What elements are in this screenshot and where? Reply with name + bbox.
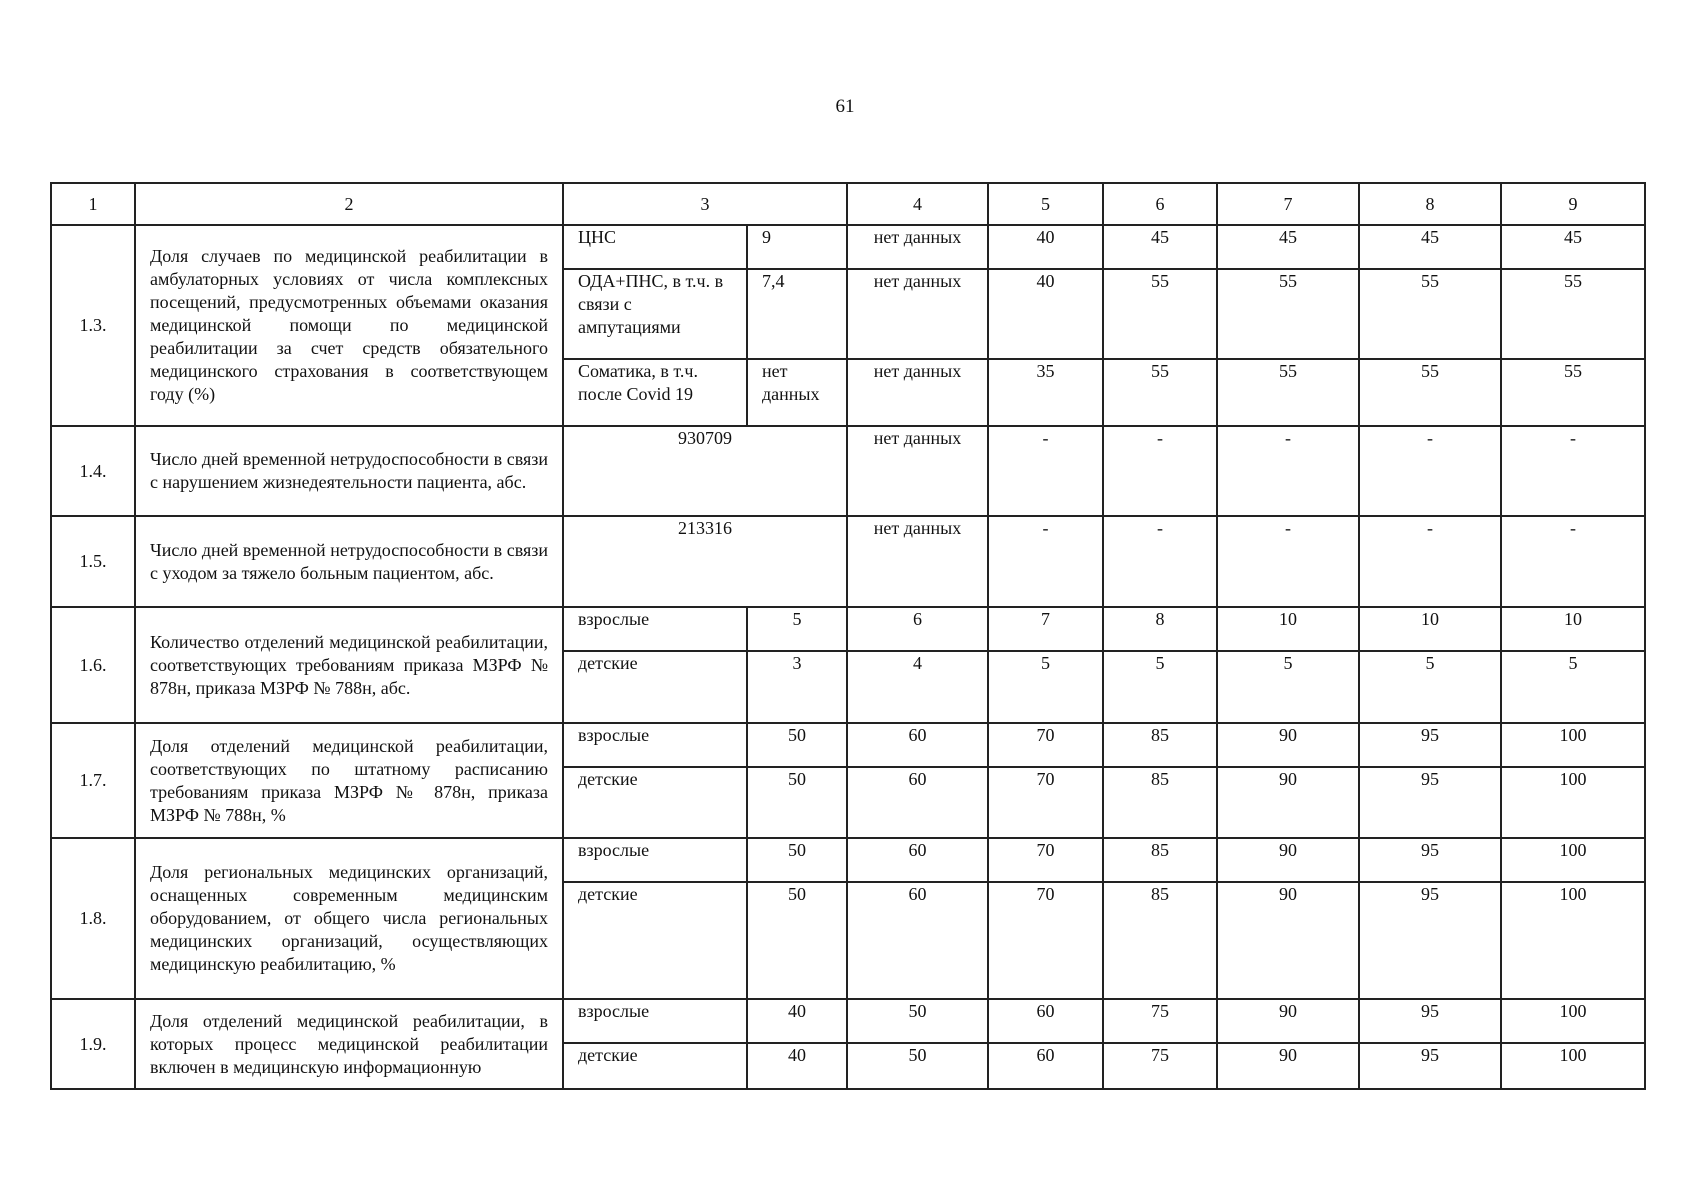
value-cell-c4: 60 — [847, 767, 988, 838]
row-description: Количество отделений медицинской реабилитации, соответствующих требованиям приказа МЗРФ № 878н, приказа МЗРФ № 788н, абс. — [135, 607, 563, 723]
value-cell-col3: 5 — [747, 607, 847, 651]
value-cell-c7: 55 — [1217, 359, 1359, 426]
value-cell-c7: 90 — [1217, 1043, 1359, 1089]
value-cell-c6: 55 — [1103, 359, 1217, 426]
subgroup-label: ОДА+ПНС, в т.ч. в связи с ампутациями — [563, 269, 747, 359]
value-cell-c7: 10 — [1217, 607, 1359, 651]
value-cell-c4: 60 — [847, 723, 988, 767]
value-cell-c6: 75 — [1103, 1043, 1217, 1089]
value-cell-col3: 930709 — [563, 426, 847, 516]
row-number: 1.6. — [51, 607, 135, 723]
value-cell-c6: - — [1103, 516, 1217, 607]
value-cell-c4: нет данных — [847, 225, 988, 269]
value-cell-c6: 85 — [1103, 723, 1217, 767]
table-row — [51, 516, 1645, 607]
value-cell-c9: - — [1501, 516, 1645, 607]
value-cell-col3: нет данных — [747, 359, 847, 426]
value-cell-col3: 50 — [747, 838, 847, 882]
table-row — [51, 723, 1645, 767]
value-cell-c6: - — [1103, 426, 1217, 516]
value-cell-c9: 100 — [1501, 838, 1645, 882]
subgroup-label: детские — [563, 651, 747, 723]
row-description: Доля отделений медицинской реабилитации, в которых процесс медицинской реабилитации включен в медицинскую информационную — [135, 999, 563, 1089]
header-cell: 2 — [135, 183, 563, 225]
value-cell-c6: 75 — [1103, 999, 1217, 1043]
value-cell-c6: 55 — [1103, 269, 1217, 359]
value-cell-c9: 100 — [1501, 999, 1645, 1043]
value-cell-c9: 100 — [1501, 723, 1645, 767]
row-number: 1.5. — [51, 516, 135, 607]
value-cell-col3: 7,4 — [747, 269, 847, 359]
value-cell-c9: 100 — [1501, 1043, 1645, 1089]
row-description: Доля случаев по медицинской реабилитации в амбулаторных условиях от числа комплексных посещений, предусмотренных объемами оказания медицинской помощи по медицинской реабилитации за счет средств обязательного медицинского страхования в соответствующем году (%) — [135, 225, 563, 426]
value-cell-c9: 55 — [1501, 269, 1645, 359]
table-row — [51, 225, 1645, 269]
value-cell-c4: 60 — [847, 838, 988, 882]
row-description: Доля отделений медицинской реабилитации, соответствующих по штатному расписанию требованиям приказа МЗРФ № 878н, приказа МЗРФ № 788н, % — [135, 723, 563, 838]
value-cell-c4: нет данных — [847, 426, 988, 516]
value-cell-c4: 50 — [847, 1043, 988, 1089]
value-cell-c8: 55 — [1359, 359, 1501, 426]
table-row — [51, 999, 1645, 1043]
value-cell-c7: 90 — [1217, 999, 1359, 1043]
header-cell: 9 — [1501, 183, 1645, 225]
value-cell-c4: 6 — [847, 607, 988, 651]
value-cell-c7: 5 — [1217, 651, 1359, 723]
value-cell-c4: 4 — [847, 651, 988, 723]
value-cell-c9: 10 — [1501, 607, 1645, 651]
subgroup-label: взрослые — [563, 723, 747, 767]
subgroup-label: взрослые — [563, 607, 747, 651]
page-number: 61 — [835, 96, 855, 117]
value-cell-c8: 95 — [1359, 723, 1501, 767]
header-cell: 3 — [563, 183, 847, 225]
value-cell-c6: 5 — [1103, 651, 1217, 723]
value-cell-c5: 40 — [988, 269, 1103, 359]
value-cell-c8: 10 — [1359, 607, 1501, 651]
value-cell-c5: 70 — [988, 723, 1103, 767]
value-cell-c8: 55 — [1359, 269, 1501, 359]
header-cell: 7 — [1217, 183, 1359, 225]
value-cell-c7: 45 — [1217, 225, 1359, 269]
value-cell-c7: - — [1217, 516, 1359, 607]
header-cell: 8 — [1359, 183, 1501, 225]
value-cell-c4: нет данных — [847, 269, 988, 359]
row-description: Доля региональных медицинских организаций, оснащенных современным медицинским оборудованием, от общего числа региональных медицинских организаций, осуществляющих медицинскую реабилитацию, % — [135, 838, 563, 999]
subgroup-label: взрослые — [563, 999, 747, 1043]
value-cell-c5: 70 — [988, 767, 1103, 838]
value-cell-col3: 9 — [747, 225, 847, 269]
value-cell-col3: 40 — [747, 999, 847, 1043]
value-cell-c8: - — [1359, 516, 1501, 607]
value-cell-c4: 50 — [847, 999, 988, 1043]
value-cell-c8: 95 — [1359, 838, 1501, 882]
table-body — [51, 183, 1645, 1089]
value-cell-c8: 95 — [1359, 767, 1501, 838]
row-number: 1.8. — [51, 838, 135, 999]
value-cell-col3: 50 — [747, 723, 847, 767]
value-cell-col3: 40 — [747, 1043, 847, 1089]
value-cell-c5: 60 — [988, 1043, 1103, 1089]
table-row — [51, 607, 1645, 651]
value-cell-c9: 100 — [1501, 767, 1645, 838]
value-cell-c4: нет данных — [847, 516, 988, 607]
subgroup-label: взрослые — [563, 838, 747, 882]
value-cell-col3: 50 — [747, 882, 847, 999]
value-cell-c8: 45 — [1359, 225, 1501, 269]
value-cell-c6: 8 — [1103, 607, 1217, 651]
table-row — [51, 426, 1645, 516]
value-cell-c8: 95 — [1359, 882, 1501, 999]
value-cell-c6: 45 — [1103, 225, 1217, 269]
value-cell-c8: 5 — [1359, 651, 1501, 723]
value-cell-col3: 50 — [747, 767, 847, 838]
value-cell-c5: 40 — [988, 225, 1103, 269]
header-row — [51, 183, 1645, 225]
table-row — [51, 838, 1645, 882]
value-cell-c7: - — [1217, 426, 1359, 516]
value-cell-c5: 70 — [988, 838, 1103, 882]
value-cell-c5: 60 — [988, 999, 1103, 1043]
value-cell-c5: 7 — [988, 607, 1103, 651]
header-cell: 1 — [51, 183, 135, 225]
subgroup-label: детские — [563, 882, 747, 999]
row-number: 1.3. — [51, 225, 135, 426]
header-cell: 6 — [1103, 183, 1217, 225]
row-number: 1.9. — [51, 999, 135, 1089]
value-cell-c7: 90 — [1217, 767, 1359, 838]
value-cell-c4: 60 — [847, 882, 988, 999]
value-cell-c5: 70 — [988, 882, 1103, 999]
subgroup-label: Соматика, в т.ч. после Covid 19 — [563, 359, 747, 426]
value-cell-c9: 5 — [1501, 651, 1645, 723]
value-cell-c5: 35 — [988, 359, 1103, 426]
subgroup-label: детские — [563, 767, 747, 838]
value-cell-c9: 100 — [1501, 882, 1645, 999]
value-cell-col3: 3 — [747, 651, 847, 723]
value-cell-c9: 45 — [1501, 225, 1645, 269]
value-cell-c6: 85 — [1103, 767, 1217, 838]
value-cell-c7: 90 — [1217, 838, 1359, 882]
value-cell-c6: 85 — [1103, 838, 1217, 882]
header-cell: 4 — [847, 183, 988, 225]
value-cell-c7: 90 — [1217, 882, 1359, 999]
row-number: 1.4. — [51, 426, 135, 516]
row-description: Число дней временной нетрудоспособности в связи с нарушением жизнедеятельности пациента, абс. — [135, 426, 563, 516]
value-cell-c9: - — [1501, 426, 1645, 516]
value-cell-c8: 95 — [1359, 999, 1501, 1043]
subgroup-label: детские — [563, 1043, 747, 1089]
header-cell: 5 — [988, 183, 1103, 225]
row-number: 1.7. — [51, 723, 135, 838]
value-cell-c7: 55 — [1217, 269, 1359, 359]
value-cell-c7: 90 — [1217, 723, 1359, 767]
value-cell-c8: - — [1359, 426, 1501, 516]
value-cell-c6: 85 — [1103, 882, 1217, 999]
value-cell-c5: 5 — [988, 651, 1103, 723]
indicators-table — [50, 182, 1646, 1090]
value-cell-c5: - — [988, 516, 1103, 607]
row-description: Число дней временной нетрудоспособности в связи с уходом за тяжело больным пациентом, абс. — [135, 516, 563, 607]
value-cell-col3: 213316 — [563, 516, 847, 607]
value-cell-c9: 55 — [1501, 359, 1645, 426]
subgroup-label: ЦНС — [563, 225, 747, 269]
value-cell-c8: 95 — [1359, 1043, 1501, 1089]
value-cell-c5: - — [988, 426, 1103, 516]
value-cell-c4: нет данных — [847, 359, 988, 426]
